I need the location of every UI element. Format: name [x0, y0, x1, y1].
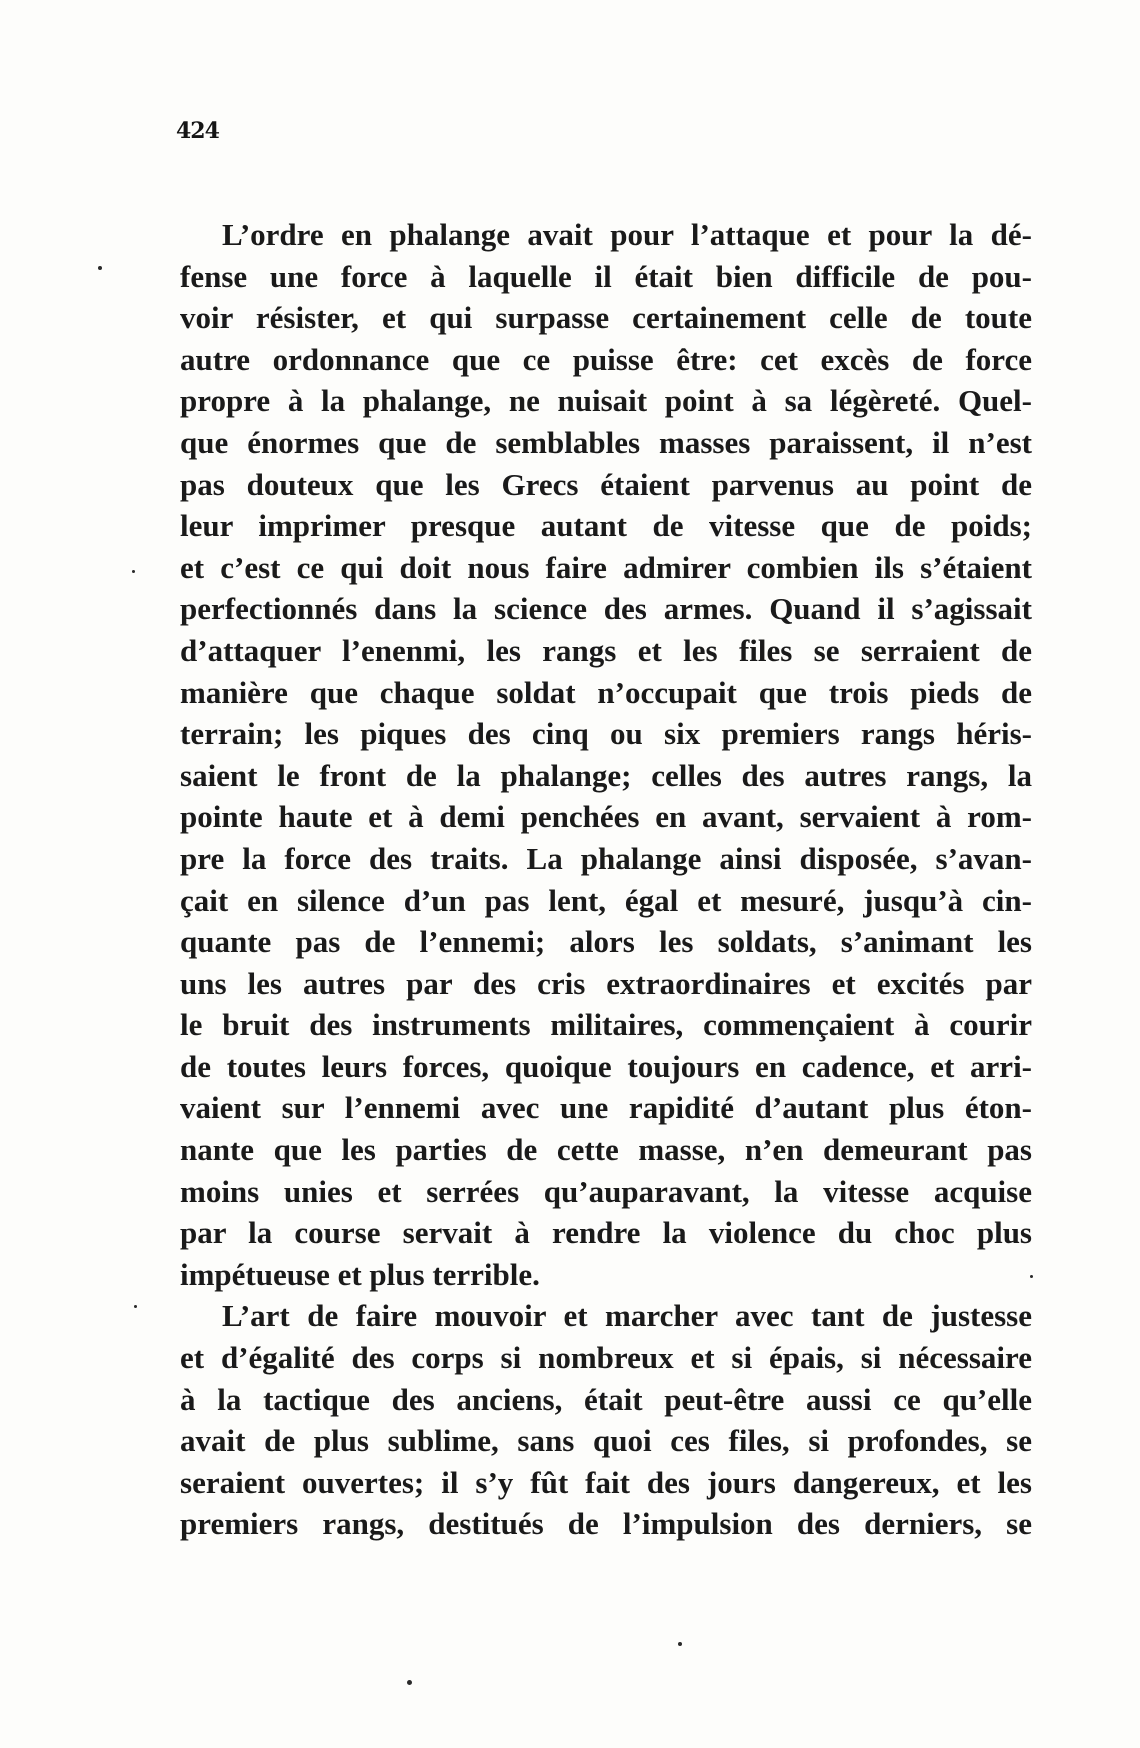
text-line: et c’est ce qui doit nous faire admirer combien ils s’étaient — [180, 549, 1032, 585]
text-line: perfectionnés dans la science des armes. Quand il s’agissait — [180, 591, 1032, 627]
scan-speck — [1030, 1275, 1033, 1278]
text-line: de toutes leurs forces, quoique toujours en cadence, et arri- — [180, 1048, 1032, 1084]
text-line: leur imprimer presque autant de vitesse que de poids; — [180, 508, 1032, 544]
body-text — [180, 214, 1032, 1545]
scan-speck — [678, 1642, 682, 1646]
scan-speck — [98, 266, 102, 270]
text-line: pre la force des traits. La phalange ainsi disposée, s’avan- — [180, 840, 1032, 876]
text-line: le bruit des instruments militaires, commençaient à courir — [180, 1007, 1032, 1043]
text-line: vaient sur l’ennemi avec une rapidité d’autant plus éton- — [180, 1090, 1032, 1126]
scan-speck — [407, 1680, 412, 1685]
text-line: çait en silence d’un pas lent, égal et mesuré, jusqu’à cin- — [180, 882, 1032, 918]
text-line: à la tactique des anciens, était peut-être aussi ce qu’elle — [180, 1381, 1032, 1417]
text-line: nante que les parties de cette masse, n’en demeurant pas — [180, 1132, 1032, 1168]
text-line: impétueuse et plus terrible. — [180, 1256, 540, 1292]
page-number: 424 — [176, 118, 219, 144]
text-line: seraient ouvertes; il s’y fût fait des jours dangereux, et les — [180, 1464, 1032, 1500]
text-line: autre ordonnance que ce puisse être: cet excès de force — [180, 341, 1032, 377]
text-line: manière que chaque soldat n’occupait que trois pieds de — [180, 674, 1032, 710]
text-line: et d’égalité des corps si nombreux et si épais, si nécessaire — [180, 1340, 1032, 1376]
text-line: propre à la phalange, ne nuisait point à sa légèreté. Quel- — [180, 383, 1032, 419]
text-line: L’ordre en phalange avait pour l’attaque et pour la dé- — [222, 217, 1032, 252]
text-line: pas douteux que les Grecs étaient parvenus au point de — [180, 466, 1032, 502]
text-line: avait de plus sublime, sans quoi ces files, si profondes, se — [180, 1423, 1032, 1459]
text-line: d’attaquer l’enenmi, les rangs et les files se serraient de — [180, 632, 1032, 668]
paragraph-1 — [180, 214, 1032, 1295]
text-line: terrain; les piques des cinq ou six premiers rangs héris- — [180, 716, 1032, 752]
text-line: quante pas de l’ennemi; alors les soldats, s’animant les — [180, 924, 1032, 960]
text-line: saient le front de la phalange; celles des autres rangs, la — [180, 757, 1032, 793]
scan-speck — [134, 1305, 137, 1308]
text-line: uns les autres par des cris extraordinaires et excités par — [180, 965, 1032, 1001]
text-line: L’art de faire mouvoir et marcher avec tant de justesse — [222, 1298, 1032, 1334]
text-line: que énormes que de semblables masses paraissent, il n’est — [180, 424, 1032, 460]
text-line: premiers rangs, destitués de l’impulsion des derniers, se — [180, 1506, 1032, 1542]
text-line: fense une force à laquelle il était bien difficile de pou- — [180, 258, 1032, 294]
text-line: par la course servait à rendre la violence du choc plus — [180, 1215, 1032, 1251]
text-line: pointe haute et à demi penchées en avant, servaient à rom- — [180, 799, 1032, 835]
text-line: moins unies et serrées qu’auparavant, la vitesse acquise — [180, 1173, 1032, 1209]
scan-speck — [132, 570, 135, 573]
paragraph-2 — [180, 1295, 1032, 1545]
text-line: voir résister, et qui surpasse certainement celle de toute — [180, 300, 1032, 336]
